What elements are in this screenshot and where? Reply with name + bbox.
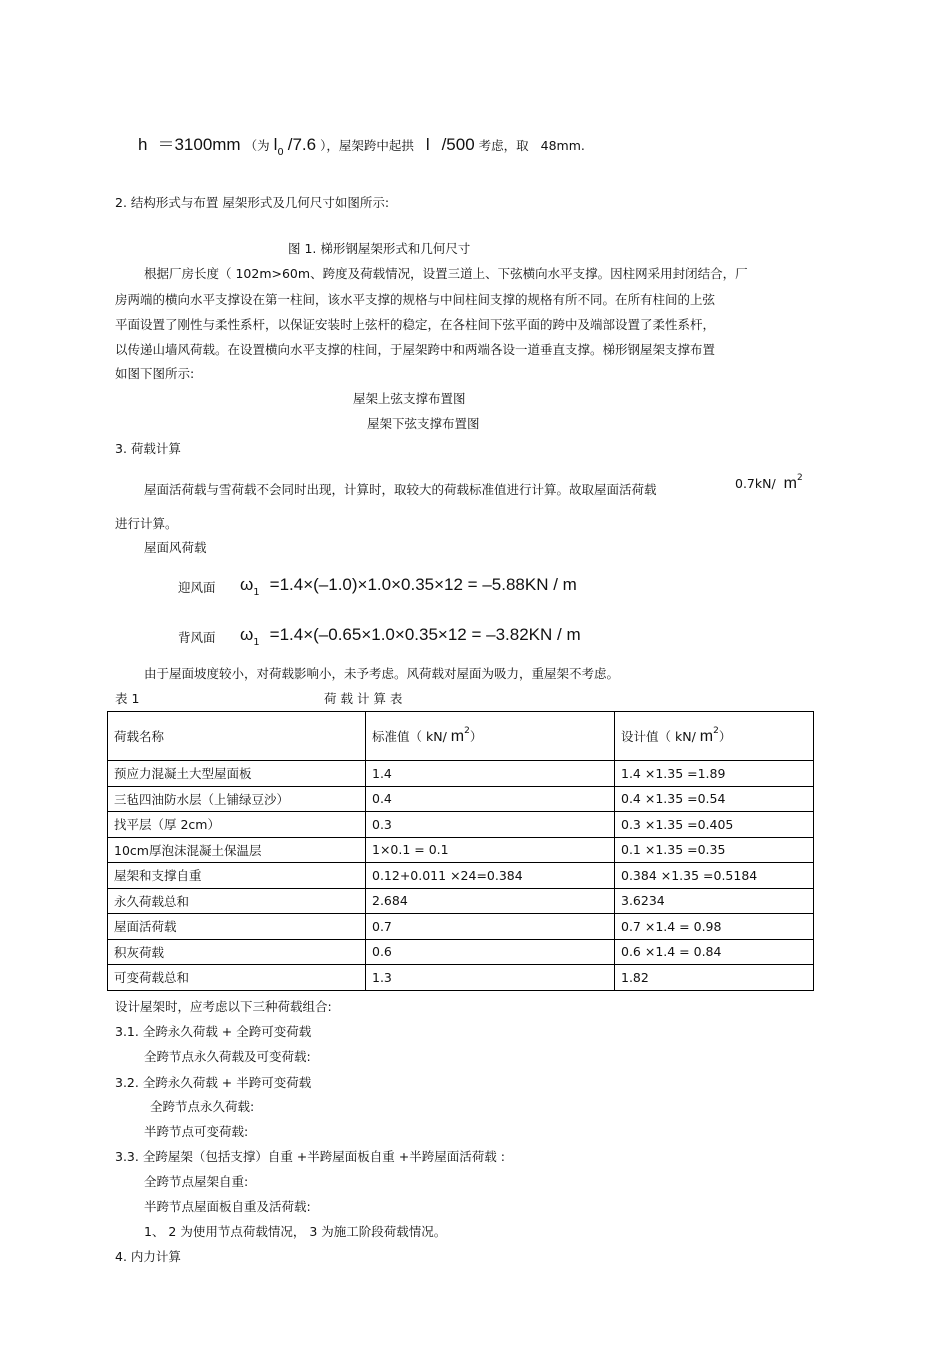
combination-3: 3.3. 全跨屋架（包括支撑）自重 +半跨屋面板自重 +半跨屋面活荷载 : [115,1149,505,1164]
slope-note: 由于屋面坡度较小，对荷载影响小，未予考虑。风荷载对屋面为吸力，重屋架不考虑。 [144,666,620,681]
cell-name: 找平层（厚 2cm） [108,812,366,838]
cell-standard: 1.4 [366,761,615,787]
cell-standard: 1.3 [366,965,615,991]
table-row [108,812,814,838]
paren: ） [718,728,732,744]
l0-subscript: 0 [277,147,284,158]
leeward-formula [240,625,581,648]
header-design-text: 设计值（ kN/ [621,728,696,744]
unit-sq: 2 [797,473,803,483]
table-row [108,837,814,863]
unit-m: m [450,727,465,745]
combination-intro: 设计屋架时，应考虑以下三种荷载组合: [115,999,332,1014]
omega-subscript: 1 [253,587,260,598]
header-standard [366,712,615,761]
cell-name: 可变荷载总和 [108,965,366,991]
leeward-label: 背风面 [178,630,216,645]
cell-design: 0.6 ×1.4 = 0.84 [615,939,814,965]
table-number: 表 1 [115,691,140,706]
cell-standard: 1×0.1 = 0.1 [366,837,615,863]
unit-sq: 2 [464,725,470,736]
cell-name: 永久荷载总和 [108,888,366,914]
cell-design: 0.384 ×1.35 =0.5184 [615,863,814,889]
cell-design: 1.82 [615,965,814,991]
paragraph-line: 平面设置了刚性与柔性系杆，以保证安装时上弦杆的稳定，在各柱间下弦平面的跨中及端部设置了柔性系杆， [115,317,716,332]
omega-subscript: 1 [253,637,260,648]
table-row [108,965,814,991]
combination-3-detail-a: 全跨节点屋架自重: [144,1174,249,1189]
windward-label: 迎风面 [178,580,216,595]
table-row [108,914,814,940]
unit-text: 0.7kN/ [735,476,776,491]
omega-symbol: ω [240,575,254,594]
camber-value: 48mm. [540,138,585,153]
figure-3-caption: 屋架下弦支撑布置图 [367,416,480,431]
cell-name: 积灰荷载 [108,939,366,965]
camber-line [138,130,585,158]
table-row [108,863,814,889]
table-header-row [108,712,814,761]
l-symbol: l [425,135,430,154]
unit-m: m [699,727,714,745]
windward-equation: =1.4×(–1.0)×1.0×0.35×12 = –5.88KN / m [269,575,577,594]
wind-load-title: 屋面风荷载 [144,540,207,555]
paren: ） [469,728,483,744]
cell-name: 屋面活荷载 [108,914,366,940]
cell-name: 屋架和支撑自重 [108,863,366,889]
cell-standard: 0.7 [366,914,615,940]
omega-symbol: ω [240,625,254,644]
table-row [108,939,814,965]
cell-design: 1.4 ×1.35 =1.89 [615,761,814,787]
h-symbol: h [138,135,148,154]
paragraph-line: 根据厂房长度（ 102m>60m、跨度及荷载情况，设置三道上、下弦横向水平支撑。因柱网采用封闭结合，厂 [144,266,748,281]
paragraph-line: 如图下图所示: [115,366,195,381]
header-design [615,712,814,761]
cell-standard: 0.3 [366,812,615,838]
section-4-heading: 4. 内力计算 [115,1249,181,1264]
cell-name: 预应力混凝土大型屋面板 [108,761,366,787]
text: ），屋架跨中起拱 [320,138,414,153]
header-name: 荷载名称 [108,712,366,761]
windward-formula [240,575,577,598]
cell-standard: 0.4 [366,786,615,812]
cell-standard: 2.684 [366,888,615,914]
combination-2: 3.2. 全跨永久荷载 + 半跨可变荷载 [115,1075,312,1090]
cell-standard: 0.6 [366,939,615,965]
combination-note: 1、 2 为使用节点荷载情况， 3 为施工阶段荷载情况。 [144,1224,447,1239]
cell-design: 0.1 ×1.35 =0.35 [615,837,814,863]
cell-design: 3.6234 [615,888,814,914]
cell-name: 三毡四油防水层（上铺绿豆沙） [108,786,366,812]
combination-2-detail-b: 半跨节点可变荷载: [144,1124,249,1139]
load-table [107,711,814,991]
combination-1-detail: 全跨节点永久荷载及可变荷载: [144,1049,311,1064]
unit-m: m [783,475,797,492]
paragraph-line: 房两端的横向水平支撑设在第一柱间，该水平支撑的规格与中间柱间支撑的规格有所不同。在所有柱间的上弦 [115,292,716,307]
figure-1-caption: 图 1. 梯形钢屋架形式和几何尺寸 [288,241,471,256]
section-2-heading: 2. 结构形式与布置 屋架形式及几何尺寸如图所示: [115,195,390,210]
unit-sq: 2 [713,725,719,736]
table-title: 荷 载 计 算 表 [324,691,403,706]
combination-1: 3.1. 全跨永久荷载 + 全跨可变荷载 [115,1024,312,1039]
live-load-unit [735,475,803,493]
figure-2-caption: 屋架上弦支撑布置图 [353,391,466,406]
header-standard-text: 标准值（ kN/ [372,728,447,744]
combination-3-detail-b: 半跨节点屋面板自重及活荷载: [144,1199,311,1214]
cell-design: 0.4 ×1.35 =0.54 [615,786,814,812]
cell-design: 0.3 ×1.35 =0.405 [615,812,814,838]
cell-design: 0.7 ×1.4 = 0.98 [615,914,814,940]
ratio: /7.6 [287,135,317,154]
cell-standard: 0.12+0.011 ×24=0.384 [366,863,615,889]
l500: /500 [441,135,475,154]
table-row [108,761,814,787]
table-row [108,888,814,914]
live-load-text: 屋面活荷载与雪荷载不会同时出现，计算时，取较大的荷载标准值进行计算。故取屋面活荷载 [144,482,657,497]
paragraph-line: 以传递山墙风荷载。在设置横向水平支撑的柱间，于屋架跨中和两端各设一道垂直支撑。梯形钢屋架支撑布置 [115,342,716,357]
section-3-heading: 3. 荷载计算 [115,441,181,456]
live-load-end: 进行计算。 [115,516,178,531]
h-value: ＝3100mm [157,135,241,154]
cell-name: 10cm厚泡沫混凝土保温层 [108,837,366,863]
table-row [108,786,814,812]
l0-symbol: l [273,135,278,154]
combination-2-detail-a: 全跨节点永久荷载: [150,1099,255,1114]
text: 考虑，取 [478,138,529,153]
leeward-equation: =1.4×(–0.65×1.0×0.35×12 = –3.82KN / m [269,625,581,644]
text: （为 [244,138,270,153]
